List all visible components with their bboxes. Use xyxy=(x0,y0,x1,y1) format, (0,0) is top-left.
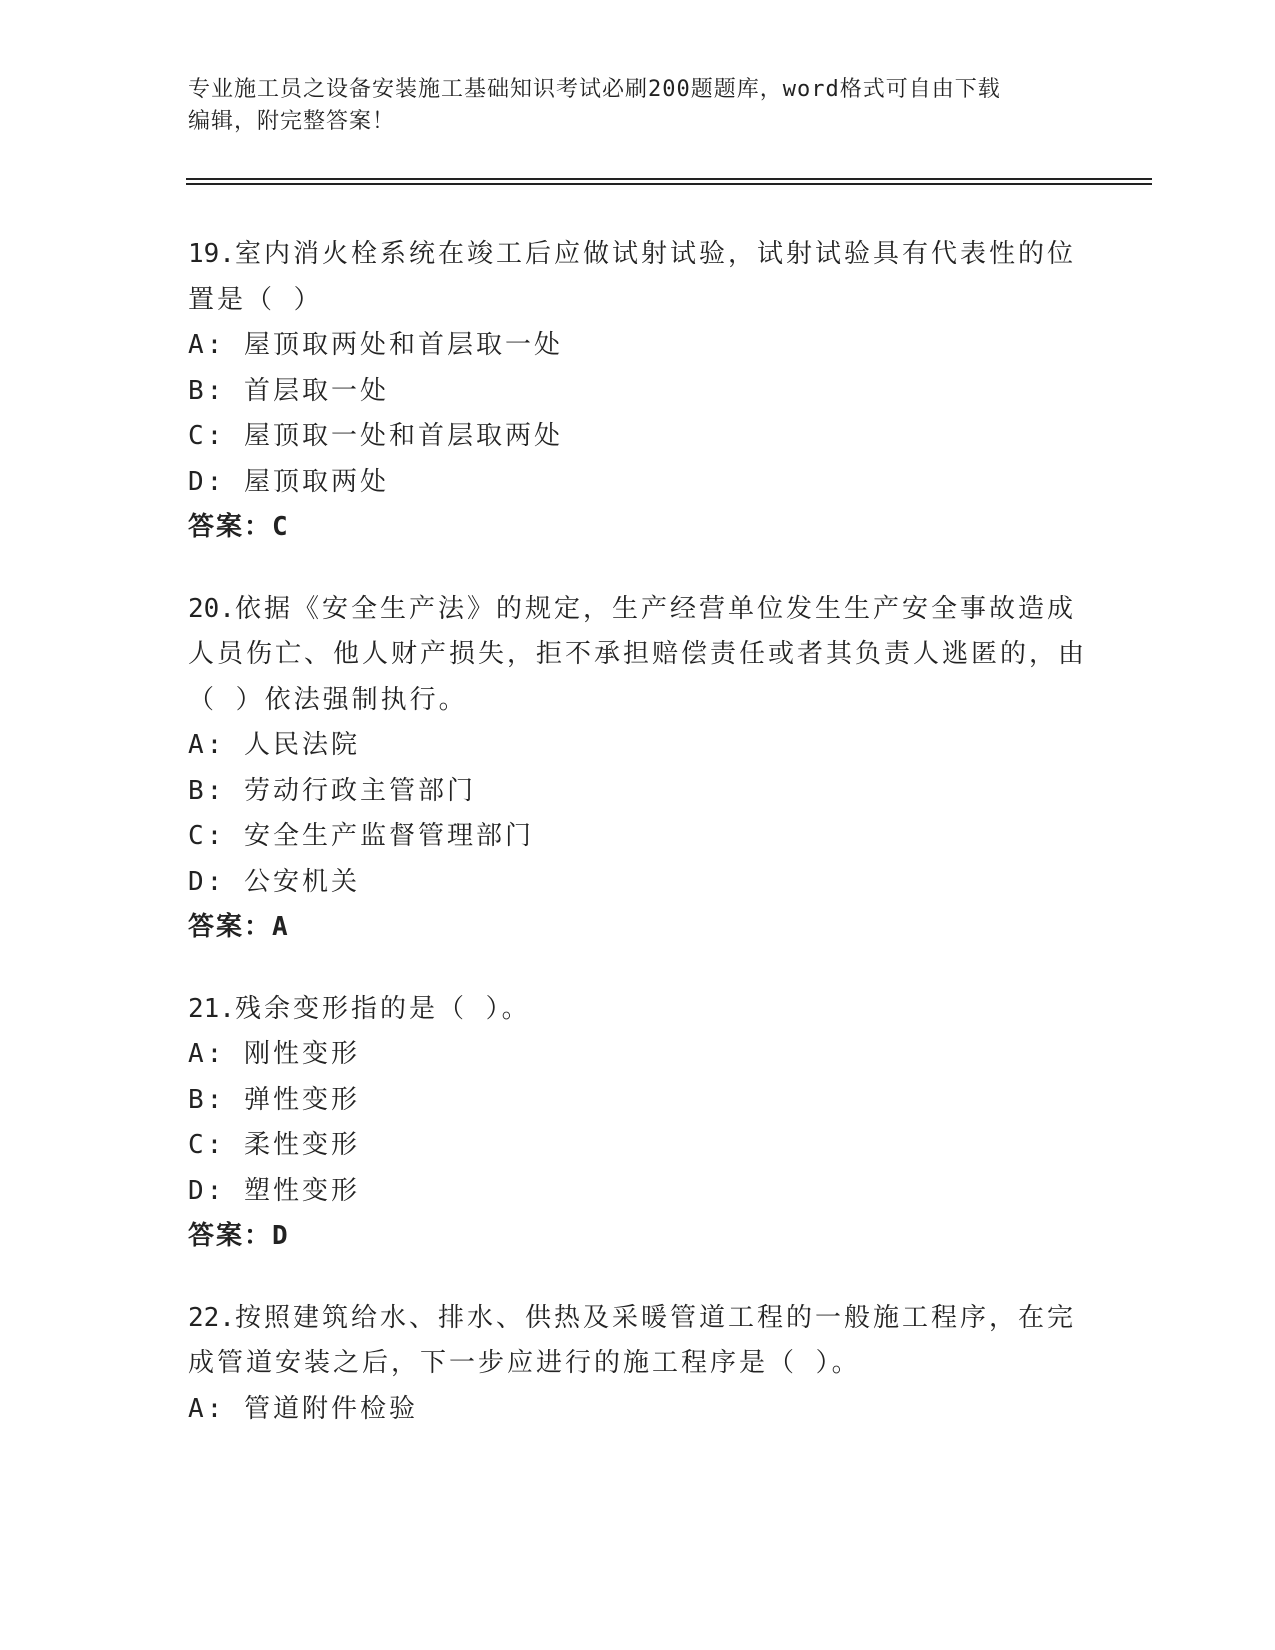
header-line-2: 编辑，附完整答案！ xyxy=(188,109,396,134)
question-21 xyxy=(188,987,1088,1260)
answer-line: 答案：A xyxy=(188,912,290,942)
question-text xyxy=(188,587,1088,724)
question-body: 残余变形指的是（ ）。 xyxy=(234,993,531,1024)
header-divider-bottom xyxy=(186,183,1152,185)
question-number: 22. xyxy=(188,1302,235,1333)
question-number: 20. xyxy=(188,593,235,624)
answer-line: 答案：D xyxy=(188,1221,290,1251)
question-19 xyxy=(188,232,1088,551)
header-divider-top xyxy=(186,178,1152,180)
question-number: 19. xyxy=(188,239,235,269)
option-d: D: 公安机关 xyxy=(188,866,360,897)
header-line-1: 专业施工员之设备安装施工基础知识考试必刷200题题库，word格式可自由下载 xyxy=(188,77,1001,102)
question-number: 21. xyxy=(188,993,235,1024)
question-20 xyxy=(188,587,1088,951)
option-a: A: 屋顶取两处和首层取一处 xyxy=(188,330,563,360)
option-d: D: 塑性变形 xyxy=(188,1175,360,1206)
question-22 xyxy=(188,1296,1088,1433)
question-list xyxy=(188,232,1088,1468)
option-b: B: 劳动行政主管部门 xyxy=(188,775,476,806)
question-text xyxy=(188,987,1088,1033)
option-d: D: 屋顶取两处 xyxy=(188,466,389,497)
option-b: B: 弹性变形 xyxy=(188,1084,360,1115)
option-c: C: 安全生产监督管理部门 xyxy=(188,821,534,851)
document-header xyxy=(188,74,1068,138)
question-body: 依据《安全生产法》的规定，生产经营单位发生生产安全事故造成人员伤亡、他人财产损失，拒不承担赔偿责任或者其负责人逃匿的，由（ ）依法强制执行。 xyxy=(188,593,1088,715)
option-a: A: 管道附件检验 xyxy=(188,1393,418,1424)
option-a: A: 刚性变形 xyxy=(188,1039,360,1069)
question-text xyxy=(188,232,1088,323)
question-body: 室内消火栓系统在竣工后应做试射试验，试射试验具有代表性的位置是（ ） xyxy=(188,239,1076,315)
question-body: 按照建筑给水、排水、供热及采暖管道工程的一般施工程序，在完成管道安装之后，下一步应进行的施工程序是（ ）。 xyxy=(188,1302,1076,1378)
option-c: C: 屋顶取一处和首层取两处 xyxy=(188,421,563,451)
option-b: B: 首层取一处 xyxy=(188,375,389,406)
question-text xyxy=(188,1296,1088,1387)
answer-line: 答案：C xyxy=(188,512,290,542)
option-a: A: 人民法院 xyxy=(188,730,360,760)
option-c: C: 柔性变形 xyxy=(188,1130,360,1160)
